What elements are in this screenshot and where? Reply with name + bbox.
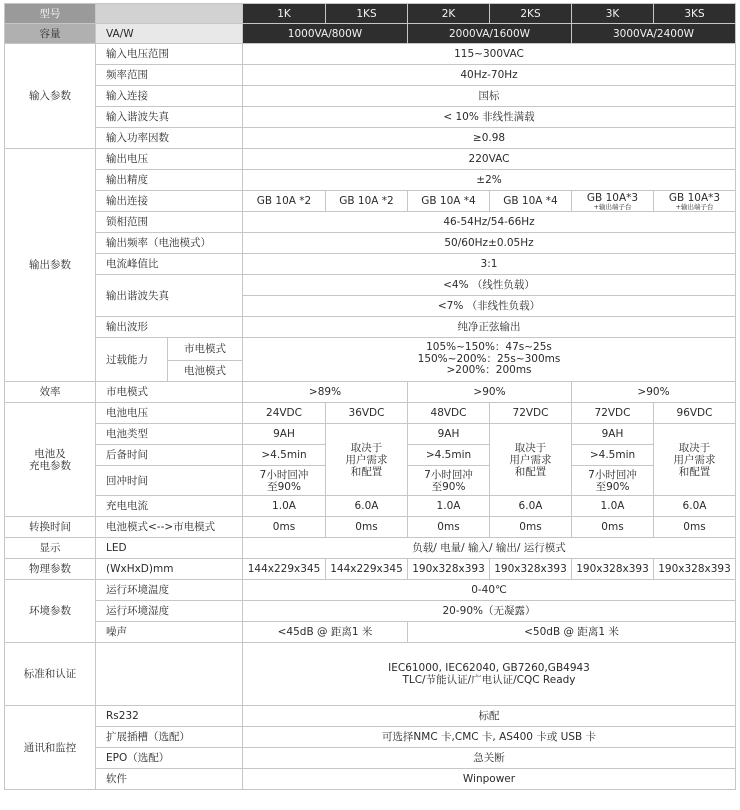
overload-line-1: 105%~150%：47s~25s xyxy=(426,341,552,354)
efficiency-2k: >90% xyxy=(408,382,572,403)
battery-voltage-label: 电池电压 xyxy=(96,403,243,424)
recharge-line1: 7小时回冲 xyxy=(424,468,473,481)
environment-row xyxy=(5,601,736,622)
battery-row xyxy=(5,424,736,445)
physical-3ks: 190x328x393 xyxy=(654,559,736,580)
model-1ks: 1KS xyxy=(326,4,408,24)
battery-group-line2: 充电参数 xyxy=(29,459,71,472)
input-row xyxy=(5,65,736,86)
transfer-1ks: 0ms xyxy=(326,517,408,538)
output-group: 输出参数 xyxy=(5,149,96,382)
external-line2: 用户需求 xyxy=(673,453,716,466)
physical-2k: 190x328x393 xyxy=(408,559,490,580)
physical-group: 物理参数 xyxy=(5,559,96,580)
recharge-line1: 7小时回冲 xyxy=(588,468,637,481)
battery-external-2ks xyxy=(490,424,572,496)
recharge-line2: 至90% xyxy=(595,480,630,493)
standards-line2: TLC/节能认证/广电认证/CQC Ready xyxy=(402,674,576,686)
output-connection-2ks: GB 10A *4 xyxy=(490,191,572,212)
env-temp-value: 0-40℃ xyxy=(243,580,736,601)
standards-spacer xyxy=(96,643,243,706)
comm-row xyxy=(5,748,736,769)
capacity-row xyxy=(5,24,736,44)
charge-current-1k: 1.0A xyxy=(243,496,326,517)
battery-voltage-3k: 72VDC xyxy=(572,403,654,424)
output-connection-1k: GB 10A *2 xyxy=(243,191,326,212)
transfer-row xyxy=(5,517,736,538)
capacity-2k: 2000VA/1600W xyxy=(408,24,572,44)
env-humidity-value: 20-90%（无凝露） xyxy=(243,601,736,622)
overload-label: 过载能力 xyxy=(96,338,168,382)
transfer-2k: 0ms xyxy=(408,517,490,538)
transfer-3ks: 0ms xyxy=(654,517,736,538)
external-line2: 用户需求 xyxy=(509,453,552,466)
software-label: 软件 xyxy=(96,769,243,790)
rs232-value: 标配 xyxy=(243,706,736,727)
transfer-3k: 0ms xyxy=(572,517,654,538)
charge-current-2k: 1.0A xyxy=(408,496,490,517)
battery-voltage-1ks: 36VDC xyxy=(326,403,408,424)
overload-line-3: >200%：200ms xyxy=(446,364,532,377)
spec-table xyxy=(4,3,736,790)
epo-value: 急关断 xyxy=(243,748,736,769)
phase-lock-label: 锁相范围 xyxy=(96,212,243,233)
environment-row xyxy=(5,622,736,643)
backup-2k: >4.5min xyxy=(408,445,490,466)
charge-current-label: 充电电流 xyxy=(96,496,243,517)
output-accuracy-label: 输出精度 xyxy=(96,170,243,191)
waveform-value: 纯净正弦输出 xyxy=(243,317,736,338)
output-row xyxy=(5,338,736,359)
display-row xyxy=(5,538,736,559)
efficiency-group: 效率 xyxy=(5,382,96,403)
epo-label: EPO（选配） xyxy=(96,748,243,769)
noise-1k: <45dB @ 距离1 米 xyxy=(243,622,408,643)
noise-2k-3k: <50dB @ 距离1 米 xyxy=(408,622,736,643)
battery-type-2k: 9AH xyxy=(408,424,490,445)
overload-battery-label: 电池模式 xyxy=(168,361,243,382)
env-humidity-label: 运行环境湿度 xyxy=(96,601,243,622)
external-line3: 和配置 xyxy=(514,465,547,478)
output-connection-3k-note: +输出端子台 xyxy=(593,202,632,211)
output-connection-3ks xyxy=(654,191,736,212)
recharge-line2: 至90% xyxy=(267,480,301,493)
transfer-group: 转换时间 xyxy=(5,517,96,538)
battery-voltage-3ks: 96VDC xyxy=(654,403,736,424)
model-3k: 3K xyxy=(572,4,654,24)
external-line3: 和配置 xyxy=(678,465,711,478)
efficiency-label: 市电模式 xyxy=(96,382,243,403)
output-voltage-label: 输出电压 xyxy=(96,149,243,170)
standards-line1: IEC61000, IEC62040, GB7260,GB4943 xyxy=(388,662,590,674)
crest-value: 3:1 xyxy=(243,254,736,275)
output-thd-nonlinear: <7% （非线性负载） xyxy=(243,296,736,317)
output-connection-3ks-note: +输出端子台 xyxy=(675,202,714,211)
efficiency-row xyxy=(5,382,736,403)
physical-2ks: 190x328x393 xyxy=(490,559,572,580)
input-row xyxy=(5,128,736,149)
recharge-2k xyxy=(408,466,490,496)
standards-value xyxy=(243,643,736,706)
battery-voltage-1k: 24VDC xyxy=(243,403,326,424)
env-temp-label: 运行环境温度 xyxy=(96,580,243,601)
battery-voltage-2ks: 72VDC xyxy=(490,403,572,424)
input-row xyxy=(5,86,736,107)
slot-label: 扩展插槽（选配） xyxy=(96,727,243,748)
output-row xyxy=(5,317,736,338)
input-pf-label: 输入功率因数 xyxy=(96,128,243,149)
output-connection-1ks: GB 10A *2 xyxy=(326,191,408,212)
input-voltage-value: 115~300VAC xyxy=(243,44,736,65)
external-line1: 取决于 xyxy=(350,441,383,454)
input-connection-value: 国标 xyxy=(243,86,736,107)
battery-freq-label: 输出频率（电池模式） xyxy=(96,233,243,254)
output-row xyxy=(5,149,736,170)
backup-3k: >4.5min xyxy=(572,445,654,466)
backup-1k: >4.5min xyxy=(243,445,326,466)
output-accuracy-value: ±2% xyxy=(243,170,736,191)
noise-label: 噪声 xyxy=(96,622,243,643)
transfer-1k: 0ms xyxy=(243,517,326,538)
model-row xyxy=(5,4,736,24)
capacity-3k: 3000VA/2400W xyxy=(572,24,736,44)
output-connection-3k xyxy=(572,191,654,212)
battery-group xyxy=(5,403,96,517)
battery-group-line1: 电池及 xyxy=(34,447,66,460)
efficiency-3k: >90% xyxy=(572,382,736,403)
charge-current-1ks: 6.0A xyxy=(326,496,408,517)
output-thd-label: 输出谐波失真 xyxy=(96,275,243,317)
model-1k: 1K xyxy=(243,4,326,24)
recharge-label: 回冲时间 xyxy=(96,466,243,496)
external-line2: 用户需求 xyxy=(345,453,388,466)
input-connection-label: 输入连接 xyxy=(96,86,243,107)
display-label: LED xyxy=(96,538,243,559)
display-group: 显示 xyxy=(5,538,96,559)
recharge-3k xyxy=(572,466,654,496)
output-row xyxy=(5,254,736,275)
charge-current-3ks: 6.0A xyxy=(654,496,736,517)
recharge-line2: 至90% xyxy=(431,480,466,493)
display-value: 负载/ 电量/ 输入/ 输出/ 运行模式 xyxy=(243,538,736,559)
physical-1k: 144x229x345 xyxy=(243,559,326,580)
physical-3k: 190x328x393 xyxy=(572,559,654,580)
overload-value xyxy=(243,338,736,382)
capacity-1k: 1000VA/800W xyxy=(243,24,408,44)
battery-type-label: 电池类型 xyxy=(96,424,243,445)
battery-freq-value: 50/60Hz±0.05Hz xyxy=(243,233,736,254)
transfer-2ks: 0ms xyxy=(490,517,572,538)
input-thd-value: < 10% 非线性满载 xyxy=(243,107,736,128)
rs232-label: Rs232 xyxy=(96,706,243,727)
comm-row xyxy=(5,769,736,790)
output-connection-2k: GB 10A *4 xyxy=(408,191,490,212)
efficiency-1k: >89% xyxy=(243,382,408,403)
output-connection-3ks-main: GB 10A*3 xyxy=(668,191,721,204)
battery-row xyxy=(5,403,736,424)
backup-label: 后备时间 xyxy=(96,445,243,466)
input-pf-value: ≥0.98 xyxy=(243,128,736,149)
physical-label: (WxHxD)mm xyxy=(96,559,243,580)
capacity-unit: VA/W xyxy=(96,24,243,44)
slot-value: 可选择NMC 卡,CMC 卡, AS400 卡或 USB 卡 xyxy=(243,727,736,748)
comm-group: 通讯和监控 xyxy=(5,706,96,790)
output-connection-3k-main: GB 10A*3 xyxy=(586,191,639,204)
standards-row xyxy=(5,643,736,706)
model-3ks: 3KS xyxy=(654,4,736,24)
overload-mains-label: 市电模式 xyxy=(168,338,243,361)
charge-current-3k: 1.0A xyxy=(572,496,654,517)
frequency-label: 频率范围 xyxy=(96,65,243,86)
input-voltage-label: 输入电压范围 xyxy=(96,44,243,65)
recharge-1k xyxy=(243,466,326,496)
comm-row xyxy=(5,706,736,727)
external-line3: 和配置 xyxy=(350,465,383,478)
output-thd-linear: <4% （线性负载） xyxy=(243,275,736,296)
battery-type-1k: 9AH xyxy=(243,424,326,445)
battery-row xyxy=(5,496,736,517)
battery-type-3k: 9AH xyxy=(572,424,654,445)
battery-external-3ks xyxy=(654,424,736,496)
waveform-label: 输出波形 xyxy=(96,317,243,338)
capacity-label: 容量 xyxy=(5,24,96,44)
output-connection-label: 输出连接 xyxy=(96,191,243,212)
overload-line-2: 150%~200%：25s~300ms xyxy=(417,352,561,365)
output-row xyxy=(5,233,736,254)
physical-row xyxy=(5,559,736,580)
external-line1: 取决于 xyxy=(678,441,711,454)
environment-group: 环境参数 xyxy=(5,580,96,643)
charge-current-2ks: 6.0A xyxy=(490,496,572,517)
standards-group: 标准和认证 xyxy=(5,643,96,706)
model-2ks: 2KS xyxy=(490,4,572,24)
environment-row xyxy=(5,580,736,601)
output-voltage-value: 220VAC xyxy=(243,149,736,170)
output-row xyxy=(5,170,736,191)
output-row xyxy=(5,212,736,233)
comm-row xyxy=(5,727,736,748)
model-2k: 2K xyxy=(408,4,490,24)
output-row xyxy=(5,275,736,296)
battery-external-1ks xyxy=(326,424,408,496)
phase-lock-value: 46-54Hz/54-66Hz xyxy=(243,212,736,233)
recharge-line1: 7小时回冲 xyxy=(259,468,309,481)
transfer-label: 电池模式<-->市电模式 xyxy=(96,517,243,538)
software-value: Winpower xyxy=(243,769,736,790)
input-thd-label: 输入谐波失真 xyxy=(96,107,243,128)
crest-label: 电流峰值比 xyxy=(96,254,243,275)
output-row xyxy=(5,191,736,212)
input-group: 输入参数 xyxy=(5,44,96,149)
external-line1: 取决于 xyxy=(514,441,547,454)
model-label-spacer xyxy=(96,4,243,24)
input-row xyxy=(5,107,736,128)
physical-1ks: 144x229x345 xyxy=(326,559,408,580)
frequency-value: 40Hz-70Hz xyxy=(243,65,736,86)
battery-voltage-2k: 48VDC xyxy=(408,403,490,424)
input-row xyxy=(5,44,736,65)
model-label: 型号 xyxy=(5,4,96,24)
